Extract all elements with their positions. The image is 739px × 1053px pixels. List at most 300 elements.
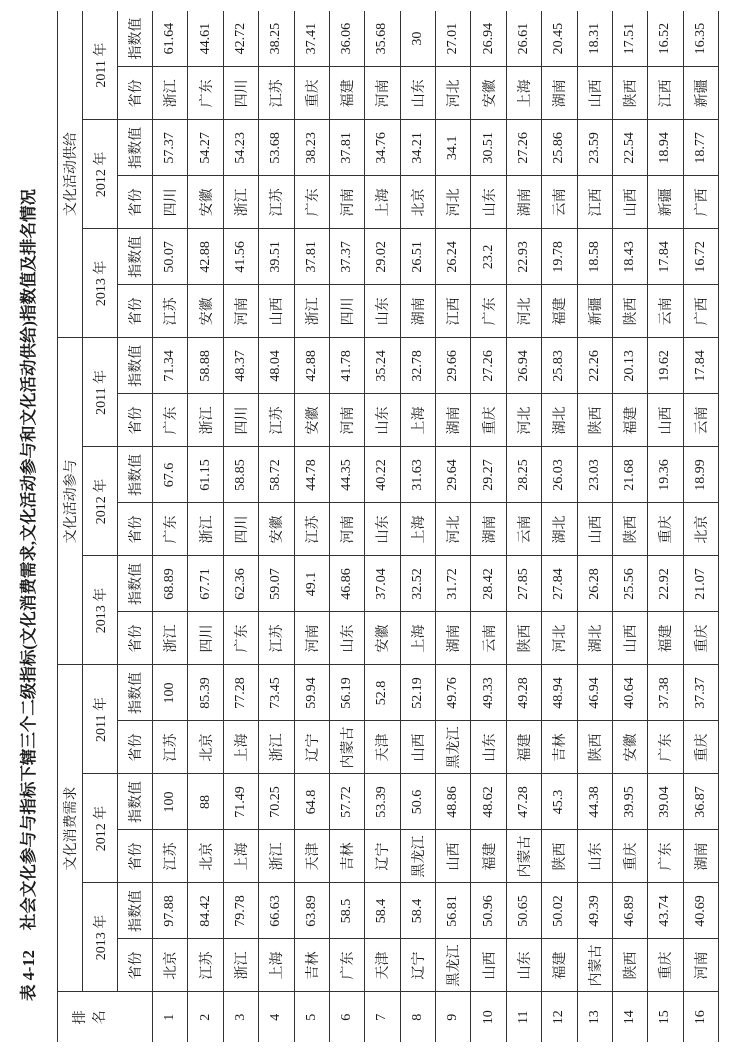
index-value-cell: 22.92 bbox=[648, 556, 683, 612]
rank-header bbox=[58, 992, 153, 1042]
index-value-cell: 37.81 bbox=[329, 120, 364, 176]
province-cell: 山西 bbox=[400, 721, 435, 774]
index-value-cell: 39.04 bbox=[648, 774, 683, 830]
index-value-cell: 42.88 bbox=[294, 338, 329, 394]
province-cell: 云南 bbox=[683, 394, 718, 447]
province-cell: 北京 bbox=[400, 176, 435, 229]
province-cell: 河南 bbox=[329, 503, 364, 556]
province-cell: 湖南 bbox=[436, 394, 471, 447]
province-column-header: 省份 bbox=[118, 176, 153, 229]
index-value-cell: 26.03 bbox=[542, 447, 577, 503]
province-cell: 陕西 bbox=[612, 503, 647, 556]
index-value-cell: 23.03 bbox=[577, 447, 612, 503]
rank-cell: 2 bbox=[188, 992, 223, 1042]
province-cell: 浙江 bbox=[223, 939, 258, 992]
index-value-cell: 26.94 bbox=[471, 11, 506, 67]
table-body bbox=[153, 11, 719, 1042]
index-value-column-header: 指数值 bbox=[118, 774, 153, 830]
table-row bbox=[153, 11, 188, 1042]
index-value-cell: 19.36 bbox=[648, 447, 683, 503]
province-column-header: 省份 bbox=[118, 830, 153, 883]
province-cell: 云南 bbox=[648, 285, 683, 338]
rank-cell: 3 bbox=[223, 992, 258, 1042]
index-value-cell: 28.42 bbox=[471, 556, 506, 612]
index-value-cell: 20.13 bbox=[612, 338, 647, 394]
province-cell: 山西 bbox=[471, 939, 506, 992]
index-value-cell: 34.21 bbox=[400, 120, 435, 176]
index-value-cell: 19.62 bbox=[648, 338, 683, 394]
province-column-header: 省份 bbox=[118, 285, 153, 338]
table-row bbox=[329, 11, 364, 1042]
province-cell: 福建 bbox=[542, 939, 577, 992]
province-cell: 内蒙古 bbox=[577, 939, 612, 992]
province-column-header: 省份 bbox=[118, 67, 153, 120]
province-cell: 北京 bbox=[683, 503, 718, 556]
rank-header-label: 排名 bbox=[72, 1010, 108, 1025]
index-value-cell: 49.28 bbox=[506, 665, 541, 721]
province-cell: 天津 bbox=[365, 939, 400, 992]
table-row bbox=[365, 11, 400, 1042]
province-cell: 浙江 bbox=[223, 176, 258, 229]
index-value-cell: 27.26 bbox=[506, 120, 541, 176]
province-cell: 广西 bbox=[683, 176, 718, 229]
index-value-cell: 50.02 bbox=[542, 883, 577, 939]
province-cell: 四川 bbox=[153, 176, 188, 229]
index-value-cell: 56.19 bbox=[329, 665, 364, 721]
group-header-activity-participation: 文化活动参与 bbox=[58, 338, 83, 665]
province-cell: 安徽 bbox=[365, 612, 400, 665]
index-value-cell: 32.52 bbox=[400, 556, 435, 612]
index-value-cell: 35.24 bbox=[365, 338, 400, 394]
province-cell: 云南 bbox=[542, 176, 577, 229]
index-value-cell: 43.74 bbox=[648, 883, 683, 939]
index-value-cell: 27.26 bbox=[471, 338, 506, 394]
index-value-cell: 49.33 bbox=[471, 665, 506, 721]
index-value-cell: 37.04 bbox=[365, 556, 400, 612]
index-value-cell: 50.96 bbox=[471, 883, 506, 939]
index-value-cell: 71.49 bbox=[223, 774, 258, 830]
rank-cell: 10 bbox=[471, 992, 506, 1042]
province-cell: 山西 bbox=[436, 830, 471, 883]
index-value-cell: 30 bbox=[400, 11, 435, 67]
index-value-cell: 26.61 bbox=[506, 11, 541, 67]
province-cell: 辽宁 bbox=[294, 721, 329, 774]
rank-cell: 11 bbox=[506, 992, 541, 1042]
province-column-header: 省份 bbox=[118, 721, 153, 774]
province-column-header: 省份 bbox=[118, 612, 153, 665]
province-cell: 山东 bbox=[577, 830, 612, 883]
index-value-cell: 39.51 bbox=[259, 229, 294, 285]
group-header-consumption-demand: 文化消费需求 bbox=[58, 665, 83, 992]
province-cell: 广东 bbox=[471, 285, 506, 338]
index-value-cell: 44.35 bbox=[329, 447, 364, 503]
province-cell: 辽宁 bbox=[365, 830, 400, 883]
province-cell: 重庆 bbox=[612, 830, 647, 883]
index-value-cell: 16.72 bbox=[683, 229, 718, 285]
province-cell: 重庆 bbox=[683, 721, 718, 774]
province-cell: 浙江 bbox=[153, 612, 188, 665]
index-value-cell: 48.62 bbox=[471, 774, 506, 830]
table-row bbox=[542, 11, 577, 1042]
province-cell: 山东 bbox=[365, 503, 400, 556]
index-value-cell: 97.88 bbox=[153, 883, 188, 939]
province-cell: 辽宁 bbox=[400, 939, 435, 992]
index-value-cell: 66.63 bbox=[259, 883, 294, 939]
rank-cell: 8 bbox=[400, 992, 435, 1042]
index-value-column-header: 指数值 bbox=[118, 229, 153, 285]
index-value-cell: 48.94 bbox=[542, 665, 577, 721]
province-cell: 广东 bbox=[188, 67, 223, 120]
index-value-cell: 22.26 bbox=[577, 338, 612, 394]
index-value-cell: 27.84 bbox=[542, 556, 577, 612]
province-cell: 浙江 bbox=[153, 67, 188, 120]
index-value-cell: 23.59 bbox=[577, 120, 612, 176]
year-header: 2011 年 bbox=[83, 338, 118, 447]
province-cell: 江苏 bbox=[259, 67, 294, 120]
index-value-cell: 58.88 bbox=[188, 338, 223, 394]
index-value-cell: 52.19 bbox=[400, 665, 435, 721]
province-cell: 湖南 bbox=[542, 67, 577, 120]
index-value-cell: 41.56 bbox=[223, 229, 258, 285]
province-cell: 黑龙江 bbox=[436, 939, 471, 992]
province-cell: 四川 bbox=[223, 503, 258, 556]
province-cell: 山东 bbox=[329, 612, 364, 665]
province-cell: 重庆 bbox=[471, 394, 506, 447]
province-cell: 山西 bbox=[577, 503, 612, 556]
index-value-cell: 58.5 bbox=[329, 883, 364, 939]
index-value-cell: 26.28 bbox=[577, 556, 612, 612]
province-cell: 陕西 bbox=[612, 67, 647, 120]
index-value-cell: 37.81 bbox=[294, 229, 329, 285]
province-cell: 山西 bbox=[577, 67, 612, 120]
index-value-column-header: 指数值 bbox=[118, 447, 153, 503]
index-value-cell: 49.76 bbox=[436, 665, 471, 721]
index-value-cell: 88 bbox=[188, 774, 223, 830]
rank-cell: 13 bbox=[577, 992, 612, 1042]
index-value-cell: 31.72 bbox=[436, 556, 471, 612]
index-value-cell: 84.42 bbox=[188, 883, 223, 939]
province-cell: 天津 bbox=[294, 830, 329, 883]
province-cell: 北京 bbox=[188, 830, 223, 883]
index-value-cell: 71.34 bbox=[153, 338, 188, 394]
index-value-cell: 18.94 bbox=[648, 120, 683, 176]
province-cell: 江西 bbox=[436, 285, 471, 338]
province-cell: 广西 bbox=[683, 285, 718, 338]
province-column-header: 省份 bbox=[118, 394, 153, 447]
province-cell: 黑龙江 bbox=[436, 721, 471, 774]
index-value-column-header: 指数值 bbox=[118, 665, 153, 721]
province-cell: 湖南 bbox=[683, 830, 718, 883]
province-cell: 浙江 bbox=[188, 503, 223, 556]
header-row-columns bbox=[118, 11, 153, 1042]
province-cell: 山东 bbox=[365, 285, 400, 338]
index-value-cell: 58.85 bbox=[223, 447, 258, 503]
province-cell: 江苏 bbox=[259, 176, 294, 229]
ranking-table bbox=[57, 11, 719, 1042]
table-row bbox=[612, 11, 647, 1042]
index-value-cell: 59.07 bbox=[259, 556, 294, 612]
province-cell: 浙江 bbox=[188, 394, 223, 447]
index-value-column-header: 指数值 bbox=[118, 883, 153, 939]
province-cell: 重庆 bbox=[648, 503, 683, 556]
rank-cell: 15 bbox=[648, 992, 683, 1042]
province-cell: 安徽 bbox=[612, 721, 647, 774]
province-cell: 福建 bbox=[612, 394, 647, 447]
province-cell: 福建 bbox=[542, 285, 577, 338]
index-value-cell: 28.25 bbox=[506, 447, 541, 503]
province-cell: 吉林 bbox=[542, 721, 577, 774]
province-cell: 浙江 bbox=[259, 830, 294, 883]
province-cell: 福建 bbox=[471, 830, 506, 883]
province-cell: 上海 bbox=[506, 67, 541, 120]
index-value-cell: 18.99 bbox=[683, 447, 718, 503]
index-value-cell: 26.51 bbox=[400, 229, 435, 285]
province-cell: 安徽 bbox=[471, 67, 506, 120]
index-value-cell: 85.39 bbox=[188, 665, 223, 721]
index-value-cell: 37.38 bbox=[648, 665, 683, 721]
index-value-cell: 27.85 bbox=[506, 556, 541, 612]
province-cell: 河北 bbox=[506, 285, 541, 338]
province-cell: 陕西 bbox=[506, 612, 541, 665]
index-value-cell: 54.23 bbox=[223, 120, 258, 176]
index-value-cell: 57.72 bbox=[329, 774, 364, 830]
table-row bbox=[294, 11, 329, 1042]
index-value-cell: 46.94 bbox=[577, 665, 612, 721]
table-row bbox=[471, 11, 506, 1042]
index-value-cell: 23.2 bbox=[471, 229, 506, 285]
province-cell: 新疆 bbox=[648, 176, 683, 229]
province-cell: 陕西 bbox=[542, 830, 577, 883]
province-column-header: 省份 bbox=[118, 939, 153, 992]
province-cell: 广东 bbox=[294, 176, 329, 229]
table-row bbox=[223, 11, 258, 1042]
index-value-cell: 37.41 bbox=[294, 11, 329, 67]
table-row bbox=[683, 11, 718, 1042]
province-cell: 山东 bbox=[471, 176, 506, 229]
province-cell: 重庆 bbox=[648, 939, 683, 992]
province-cell: 湖南 bbox=[436, 612, 471, 665]
index-value-cell: 27.01 bbox=[436, 11, 471, 67]
province-cell: 重庆 bbox=[294, 67, 329, 120]
index-value-cell: 79.78 bbox=[223, 883, 258, 939]
province-cell: 云南 bbox=[506, 503, 541, 556]
province-cell: 江西 bbox=[577, 176, 612, 229]
year-header: 2012 年 bbox=[83, 447, 118, 556]
index-value-cell: 16.52 bbox=[648, 11, 683, 67]
index-value-cell: 61.15 bbox=[188, 447, 223, 503]
index-value-cell: 18.58 bbox=[577, 229, 612, 285]
province-cell: 重庆 bbox=[683, 612, 718, 665]
index-value-cell: 18.43 bbox=[612, 229, 647, 285]
index-value-cell: 36.06 bbox=[329, 11, 364, 67]
province-cell: 陕西 bbox=[577, 394, 612, 447]
index-value-cell: 44.61 bbox=[188, 11, 223, 67]
year-header: 2011 年 bbox=[83, 11, 118, 120]
index-value-cell: 26.24 bbox=[436, 229, 471, 285]
index-value-cell: 46.86 bbox=[329, 556, 364, 612]
province-cell: 上海 bbox=[365, 176, 400, 229]
index-value-cell: 67.71 bbox=[188, 556, 223, 612]
province-cell: 上海 bbox=[223, 721, 258, 774]
index-value-cell: 46.89 bbox=[612, 883, 647, 939]
index-value-cell: 61.64 bbox=[153, 11, 188, 67]
rank-cell: 14 bbox=[612, 992, 647, 1042]
index-value-cell: 16.35 bbox=[683, 11, 718, 67]
index-value-cell: 19.78 bbox=[542, 229, 577, 285]
index-value-cell: 41.78 bbox=[329, 338, 364, 394]
index-value-cell: 73.45 bbox=[259, 665, 294, 721]
index-value-cell: 22.54 bbox=[612, 120, 647, 176]
index-value-cell: 17.84 bbox=[648, 229, 683, 285]
province-cell: 上海 bbox=[400, 503, 435, 556]
province-cell: 广东 bbox=[329, 939, 364, 992]
index-value-cell: 32.78 bbox=[400, 338, 435, 394]
index-value-cell: 54.27 bbox=[188, 120, 223, 176]
index-value-cell: 57.37 bbox=[153, 120, 188, 176]
index-value-cell: 35.68 bbox=[365, 11, 400, 67]
province-cell: 山西 bbox=[612, 612, 647, 665]
province-cell: 广东 bbox=[223, 612, 258, 665]
index-value-cell: 17.84 bbox=[683, 338, 718, 394]
index-value-cell: 29.64 bbox=[436, 447, 471, 503]
province-cell: 新疆 bbox=[577, 285, 612, 338]
index-value-cell: 45.3 bbox=[542, 774, 577, 830]
province-cell: 福建 bbox=[648, 612, 683, 665]
province-cell: 山西 bbox=[612, 176, 647, 229]
header-row-groups bbox=[58, 11, 83, 1042]
province-cell: 江苏 bbox=[153, 721, 188, 774]
index-value-column-header: 指数值 bbox=[118, 120, 153, 176]
table-row bbox=[436, 11, 471, 1042]
group-header-activity-supply: 文化活动供给 bbox=[58, 11, 83, 338]
index-value-cell: 64.8 bbox=[294, 774, 329, 830]
index-value-cell: 29.02 bbox=[365, 229, 400, 285]
province-cell: 广东 bbox=[153, 394, 188, 447]
province-cell: 四川 bbox=[223, 394, 258, 447]
index-value-cell: 29.66 bbox=[436, 338, 471, 394]
province-cell: 河北 bbox=[436, 503, 471, 556]
index-value-cell: 22.93 bbox=[506, 229, 541, 285]
province-cell: 安徽 bbox=[188, 285, 223, 338]
year-header: 2011 年 bbox=[83, 665, 118, 774]
province-cell: 江苏 bbox=[153, 285, 188, 338]
province-column-header: 省份 bbox=[118, 503, 153, 556]
index-value-cell: 21.68 bbox=[612, 447, 647, 503]
index-value-cell: 48.86 bbox=[436, 774, 471, 830]
index-value-cell: 48.04 bbox=[259, 338, 294, 394]
province-cell: 安徽 bbox=[188, 176, 223, 229]
index-value-cell: 58.72 bbox=[259, 447, 294, 503]
rank-cell: 1 bbox=[153, 992, 188, 1042]
index-value-cell: 38.23 bbox=[294, 120, 329, 176]
index-value-cell: 67.6 bbox=[153, 447, 188, 503]
index-value-cell: 30.51 bbox=[471, 120, 506, 176]
index-value-cell: 36.87 bbox=[683, 774, 718, 830]
province-cell: 福建 bbox=[506, 721, 541, 774]
province-cell: 福建 bbox=[329, 67, 364, 120]
index-value-column-header: 指数值 bbox=[118, 556, 153, 612]
province-cell: 山东 bbox=[365, 394, 400, 447]
province-cell: 山东 bbox=[506, 939, 541, 992]
province-cell: 江西 bbox=[648, 67, 683, 120]
rank-cell: 12 bbox=[542, 992, 577, 1042]
province-cell: 湖北 bbox=[542, 394, 577, 447]
province-cell: 河南 bbox=[329, 394, 364, 447]
index-value-cell: 53.68 bbox=[259, 120, 294, 176]
index-value-cell: 53.39 bbox=[365, 774, 400, 830]
year-header: 2013 年 bbox=[83, 883, 118, 992]
index-value-cell: 37.37 bbox=[329, 229, 364, 285]
index-value-cell: 50.65 bbox=[506, 883, 541, 939]
index-value-cell: 31.63 bbox=[400, 447, 435, 503]
province-cell: 湖北 bbox=[577, 612, 612, 665]
province-cell: 河南 bbox=[683, 939, 718, 992]
province-cell: 江苏 bbox=[188, 939, 223, 992]
index-value-cell: 42.88 bbox=[188, 229, 223, 285]
rank-cell: 7 bbox=[365, 992, 400, 1042]
table-title: 社会文化参与与指标下辖三个二级指标(文化消费需求,文化活动参与和文化活动供给)指数值及排名情况 bbox=[19, 189, 38, 931]
year-header: 2012 年 bbox=[83, 774, 118, 883]
province-cell: 浙江 bbox=[259, 721, 294, 774]
index-value-cell: 49.39 bbox=[577, 883, 612, 939]
province-cell: 江苏 bbox=[259, 612, 294, 665]
table-row bbox=[259, 11, 294, 1042]
year-header: 2012 年 bbox=[83, 120, 118, 229]
index-value-cell: 42.72 bbox=[223, 11, 258, 67]
province-cell: 内蒙古 bbox=[506, 830, 541, 883]
province-cell: 河北 bbox=[436, 67, 471, 120]
table-header bbox=[58, 11, 153, 1042]
index-value-cell: 63.89 bbox=[294, 883, 329, 939]
index-value-cell: 62.36 bbox=[223, 556, 258, 612]
province-cell: 安徽 bbox=[294, 394, 329, 447]
province-cell: 湖南 bbox=[506, 176, 541, 229]
index-value-cell: 38.25 bbox=[259, 11, 294, 67]
index-value-cell: 100 bbox=[153, 665, 188, 721]
rank-cell: 9 bbox=[436, 992, 471, 1042]
province-cell: 安徽 bbox=[259, 503, 294, 556]
index-value-cell: 44.38 bbox=[577, 774, 612, 830]
index-value-cell: 25.83 bbox=[542, 338, 577, 394]
index-value-column-header: 指数值 bbox=[118, 338, 153, 394]
province-cell: 上海 bbox=[400, 612, 435, 665]
province-cell: 浙江 bbox=[294, 285, 329, 338]
index-value-cell: 68.89 bbox=[153, 556, 188, 612]
table-row bbox=[188, 11, 223, 1042]
index-value-cell: 70.25 bbox=[259, 774, 294, 830]
index-value-cell: 100 bbox=[153, 774, 188, 830]
province-cell: 上海 bbox=[259, 939, 294, 992]
province-cell: 四川 bbox=[188, 612, 223, 665]
index-value-cell: 47.28 bbox=[506, 774, 541, 830]
rank-cell: 16 bbox=[683, 992, 718, 1042]
province-cell: 上海 bbox=[223, 830, 258, 883]
index-value-cell: 52.8 bbox=[365, 665, 400, 721]
index-value-cell: 25.86 bbox=[542, 120, 577, 176]
province-cell: 陕西 bbox=[577, 721, 612, 774]
index-value-column-header: 指数值 bbox=[118, 11, 153, 67]
province-cell: 四川 bbox=[329, 285, 364, 338]
province-cell: 湖南 bbox=[400, 285, 435, 338]
province-cell: 山西 bbox=[648, 394, 683, 447]
province-cell: 广东 bbox=[153, 503, 188, 556]
index-value-cell: 39.95 bbox=[612, 774, 647, 830]
province-cell: 新疆 bbox=[683, 67, 718, 120]
province-cell: 江苏 bbox=[153, 830, 188, 883]
index-value-cell: 21.07 bbox=[683, 556, 718, 612]
province-cell: 内蒙古 bbox=[329, 721, 364, 774]
year-header: 2013 年 bbox=[83, 556, 118, 665]
